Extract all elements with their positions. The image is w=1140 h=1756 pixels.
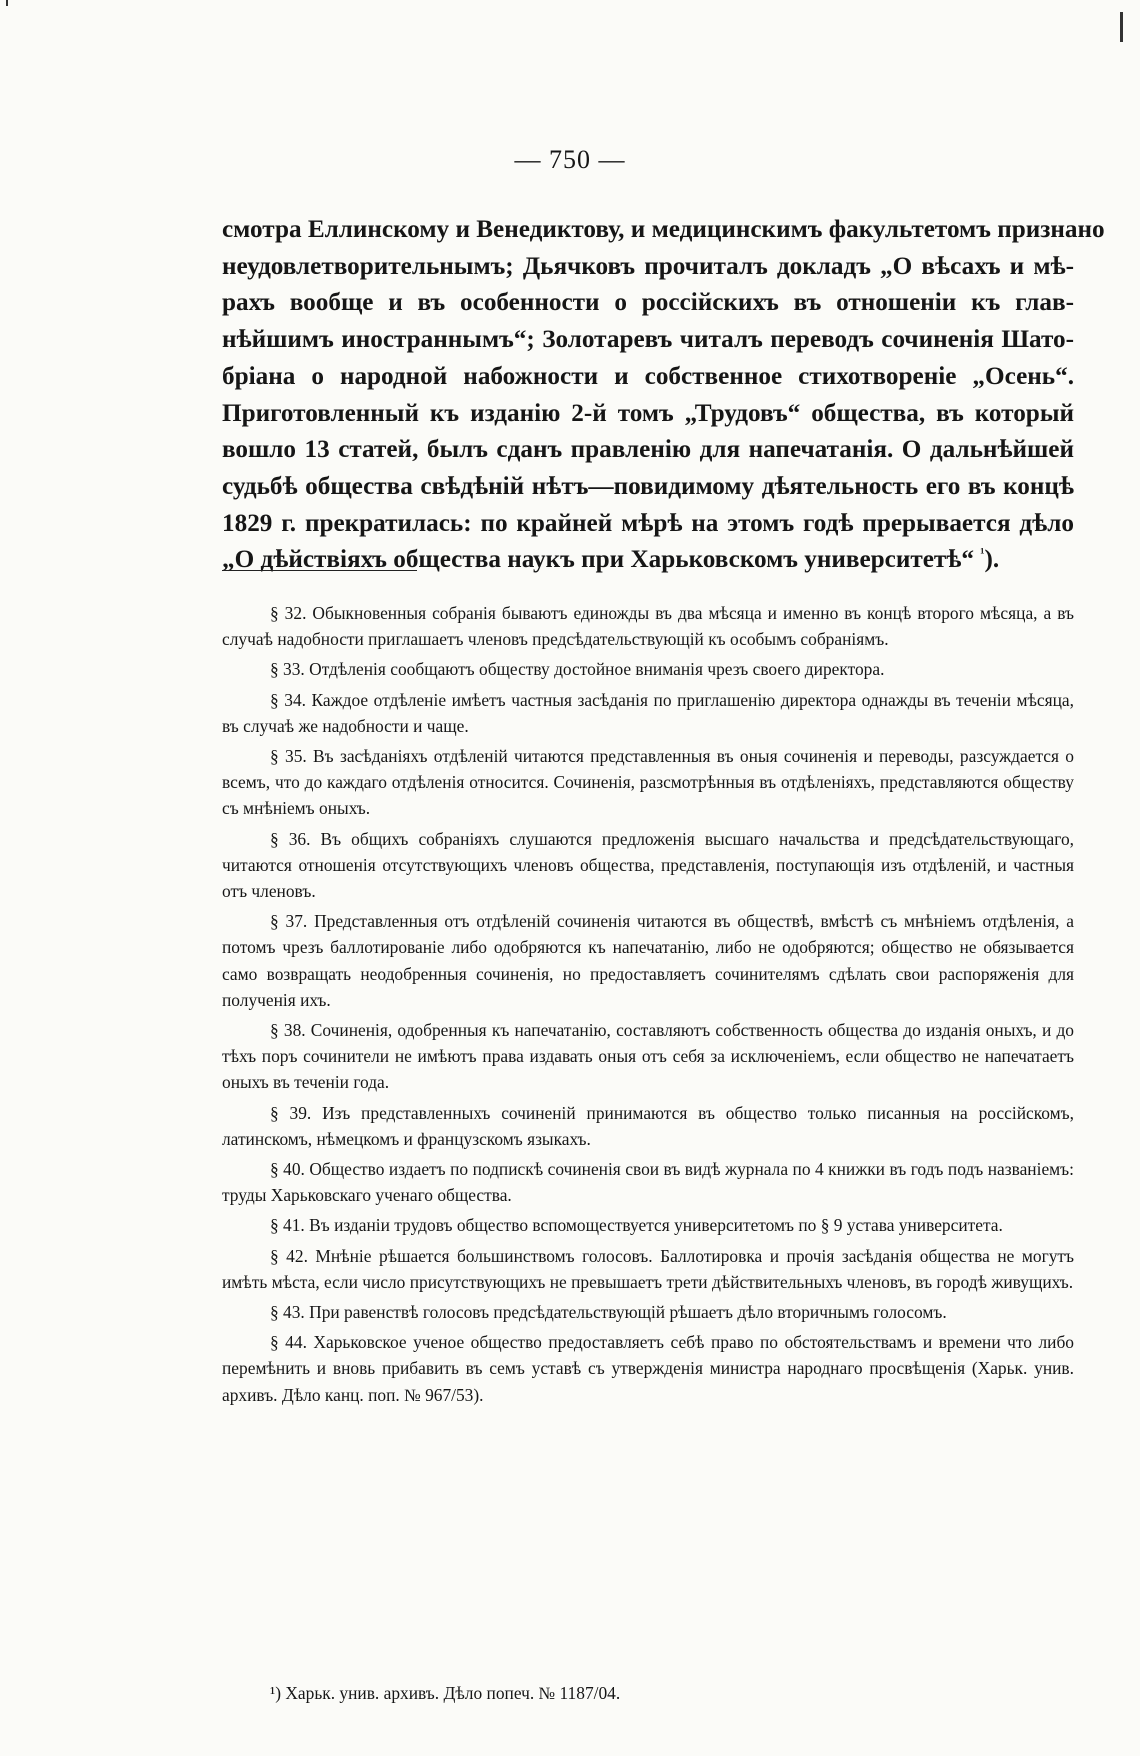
footnote: ¹) Харьк. унив. архивъ. Дѣло попеч. № 1187/04. xyxy=(270,1683,621,1703)
statute-paragraph: § 44. Харьковское ученое общество предоставляетъ себѣ право по обстоятельствамъ и времени что либо перемѣнить и вновь прибавить въ семъ уставѣ съ утвержденія министра народнаго просвѣщенія (Харьк. унив. архивъ. Дѣло канц. поп. № 967/53). xyxy=(222,1332,1074,1405)
statute-paragraph: § 35. Въ засѣданіяхъ отдѣленій читаются представленныя въ оныя сочиненія и переводы, разсуждается о всемъ, что до каждаго отдѣленія относится. Сочиненія, разсмотрѣнныя въ отдѣленіяхъ, представляются обществу съ мнѣніемъ оныхъ. xyxy=(222,746,1074,819)
main-text-line: рахъ вообще и въ особенности о россійскихъ въ отношеніи къ глав- xyxy=(222,289,1074,317)
statute-paragraph: § 38. Сочиненія, одобренныя къ напечатанію, составляютъ собственность общества до изданія оныхъ, и до тѣхъ поръ сочинители не имѣютъ права издавать оныя отъ себя за исключеніемъ, если общество не напечатаетъ оныхъ въ теченіи года. xyxy=(222,1020,1074,1093)
page-number: — 750 — xyxy=(514,145,626,174)
statute-paragraph: § 33. Отдѣленія сообщаютъ обществу достойное вниманія чрезъ своего директора. xyxy=(270,659,885,680)
main-text-line-last xyxy=(222,542,1074,579)
main-text-line: смотра Еллинскому и Венедиктову, и медицинскимъ факультетомъ признано xyxy=(222,216,1105,243)
statute-paragraph: § 39. Изъ представленныхъ сочиненій принимаются въ общество только писанныя на россійскомъ, латинскомъ, нѣмецкомъ и французскомъ языкахъ. xyxy=(222,1102,1074,1149)
statute-paragraph: § 34. Каждое отдѣленіе имѣетъ частныя засѣданія по приглашенію директора однажды въ теченіи мѣсяца, въ случаѣ же надобности и чаще. xyxy=(222,689,1074,736)
main-text-line-content: „О дѣйствіяхъ общества наукъ при Харьковскомъ университетѣ“ xyxy=(222,546,974,574)
main-text-line: бріана о народной набожности и собственное стихотвореніе „Осень“. xyxy=(222,362,1074,390)
footnote-reference: $^{^1}$). xyxy=(980,546,1000,574)
footnote-superscript: ¹ xyxy=(980,546,985,562)
main-text-line: Приготовленный къ изданію 2-й томъ „Трудовъ“ общества, въ который xyxy=(222,399,1074,427)
statute-paragraph: § 43. При равенствѣ голосовъ предсѣдательствующій рѣшаетъ дѣло вторичнымъ голосомъ. xyxy=(270,1302,947,1323)
statute-paragraph: § 36. Въ общихъ собраніяхъ слушаются предложенія высшаго начальства и предсѣдательствующаго, читаются отношенія отсутствующихъ членовъ общества, представленія, поступающія изъ отдѣленій, и частныя отъ членовъ. xyxy=(222,828,1074,902)
main-text-line: 1829 г. прекратилась: по крайней мѣрѣ на этомъ годѣ прерывается дѣло xyxy=(222,509,1074,537)
statute-paragraph: § 40. Общество издаетъ по подпискѣ сочиненія свои въ видѣ журнала по 4 книжки въ годъ подъ названіемъ: труды Харьковскаго ученаго общества. xyxy=(222,1159,1074,1206)
main-text-line: судьбѣ общества свѣдѣній нѣтъ—повидимому дѣятельность его въ концѣ xyxy=(222,472,1074,500)
main-text-line: вошло 13 статей, былъ сданъ правленію для напечатанія. О дальнѣйшей xyxy=(222,436,1074,464)
scan-edge-mark-left xyxy=(6,0,8,6)
statute-paragraph: § 37. Представленныя отъ отдѣленій сочиненія читаются въ обществѣ, вмѣстѣ съ мнѣніемъ отдѣленія, а потомъ чрезъ баллотированіе либо одобряются къ напечатанію, либо не одобряются; общество не обязывается само возвращать неодобренныя сочиненія, но предоставляетъ сочинителямъ сдѣлать свои распоряженія для полученія ихъ. xyxy=(222,911,1074,1010)
statute-paragraph: § 41. Въ изданіи трудовъ общество вспомоществуется университетомъ по § 9 устава университета. xyxy=(270,1215,1003,1236)
footnote-divider xyxy=(222,570,417,571)
statute-paragraphs xyxy=(222,600,1074,1412)
statute-paragraph: § 32. Обыкновенныя собранія бываютъ единожды въ два мѣсяца и именно въ концѣ второго мѣсяца, а въ случаѣ надобности приглашаетъ членовъ предсѣдательствующій къ особымъ собраніямъ. xyxy=(222,603,1074,650)
statute-paragraph: § 42. Мнѣніе рѣшается большинствомъ голосовъ. Баллотировка и прочія засѣданія общества не могутъ имѣть мѣста, если число присутствующихъ не превышаетъ трети дѣйствительныхъ членовъ, въ городѣ живущихъ. xyxy=(222,1245,1074,1292)
main-text-block xyxy=(222,212,1105,579)
main-text-line: нѣйшимъ иностраннымъ“; Золотаревъ читалъ переводъ сочиненія Шато- xyxy=(222,326,1074,354)
scan-edge-mark-right xyxy=(1120,12,1123,42)
main-text-line: неудовлетворительнымъ; Дьячковъ прочиталъ докладъ „О вѣсахъ и мѣ- xyxy=(222,252,1074,280)
